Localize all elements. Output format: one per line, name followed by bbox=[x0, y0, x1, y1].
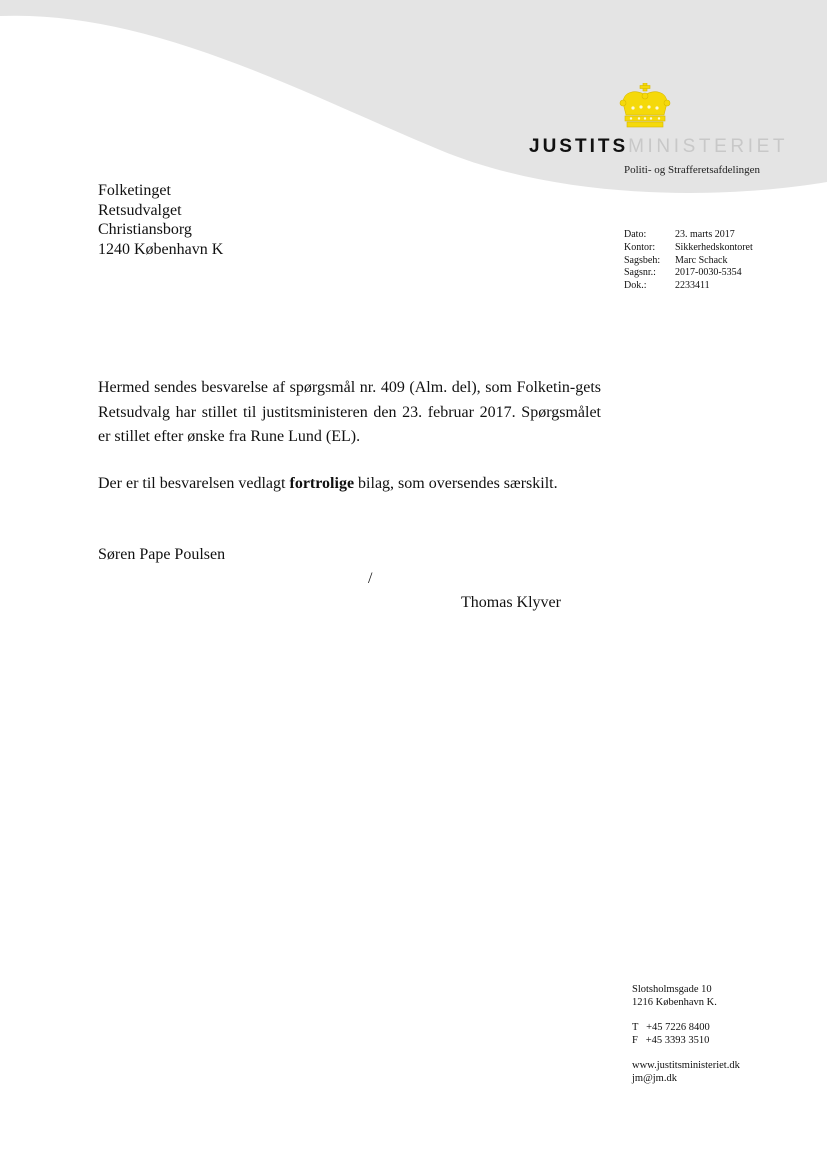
footer-phone: T +45 7226 8400 bbox=[632, 1022, 710, 1034]
meta-row-office bbox=[624, 242, 753, 255]
letter-body bbox=[98, 376, 601, 496]
signer-name: Søren Pape Poulsen bbox=[98, 546, 226, 563]
footer-email: jm@jm.dk bbox=[632, 1072, 677, 1084]
logo-word-light: MINISTERIET bbox=[628, 136, 789, 157]
ministry-logo-wordmark bbox=[529, 136, 788, 158]
department-name: Politi- og Strafferetsafdelingen bbox=[624, 164, 761, 176]
recipient-line: 1240 København K bbox=[98, 240, 224, 258]
body-paragraph-1: Hermed sendes besvarelse af spørgsmål nr. 409 (Alm. del), som Folketin-gets Retsudvalg har stillet til justitsministeren den 23. februar 2017. Spørgsmålet er stillet efter ønske fra Rune Lund (EL). bbox=[98, 379, 601, 445]
signature-separator: / bbox=[368, 570, 373, 587]
footer-fax: F +45 3393 3510 bbox=[632, 1034, 710, 1046]
body-paragraph-2 bbox=[98, 472, 601, 497]
recipient-address bbox=[98, 181, 223, 259]
case-metadata bbox=[624, 229, 753, 293]
paragraph-2-text: Der er til besvarelsen vedlagt bbox=[98, 474, 290, 492]
meta-row-handler bbox=[624, 255, 753, 268]
meta-value: 2017-0030-5354 bbox=[675, 267, 742, 279]
meta-value: Sikkerhedskontoret bbox=[675, 241, 753, 253]
meta-value: Marc Schack bbox=[675, 254, 728, 266]
confidential-emphasis: fortrolige bbox=[289, 474, 355, 492]
meta-label: Dato: bbox=[624, 229, 647, 240]
meta-row-date bbox=[624, 229, 753, 242]
meta-value: 2233411 bbox=[675, 280, 710, 292]
recipient-line: Folketinget bbox=[98, 182, 171, 199]
footer-address-street: Slotsholmsgade 10 bbox=[632, 984, 712, 995]
footer-address-city: 1216 København K. bbox=[632, 996, 717, 1008]
crown-icon bbox=[619, 83, 671, 129]
recipient-line: Retsudvalget bbox=[98, 201, 182, 219]
footer-contact bbox=[632, 984, 740, 1086]
logo-word-bold: JUSTITS bbox=[529, 136, 629, 157]
meta-label: Sagsbeh: bbox=[624, 254, 661, 266]
cosigner-name: Thomas Klyver bbox=[461, 594, 561, 611]
meta-row-document bbox=[624, 280, 753, 293]
recipient-line: Christiansborg bbox=[98, 221, 192, 238]
footer-website: www.justitsministeriet.dk bbox=[632, 1060, 740, 1072]
meta-label: Kontor: bbox=[624, 241, 656, 253]
meta-row-case-number bbox=[624, 267, 753, 280]
meta-label: Sagsnr.: bbox=[624, 267, 656, 279]
meta-value: 23. marts 2017 bbox=[675, 229, 735, 240]
meta-label: Dok.: bbox=[624, 280, 647, 292]
paragraph-2-text-end: bilag, som oversendes særskilt. bbox=[354, 474, 558, 492]
